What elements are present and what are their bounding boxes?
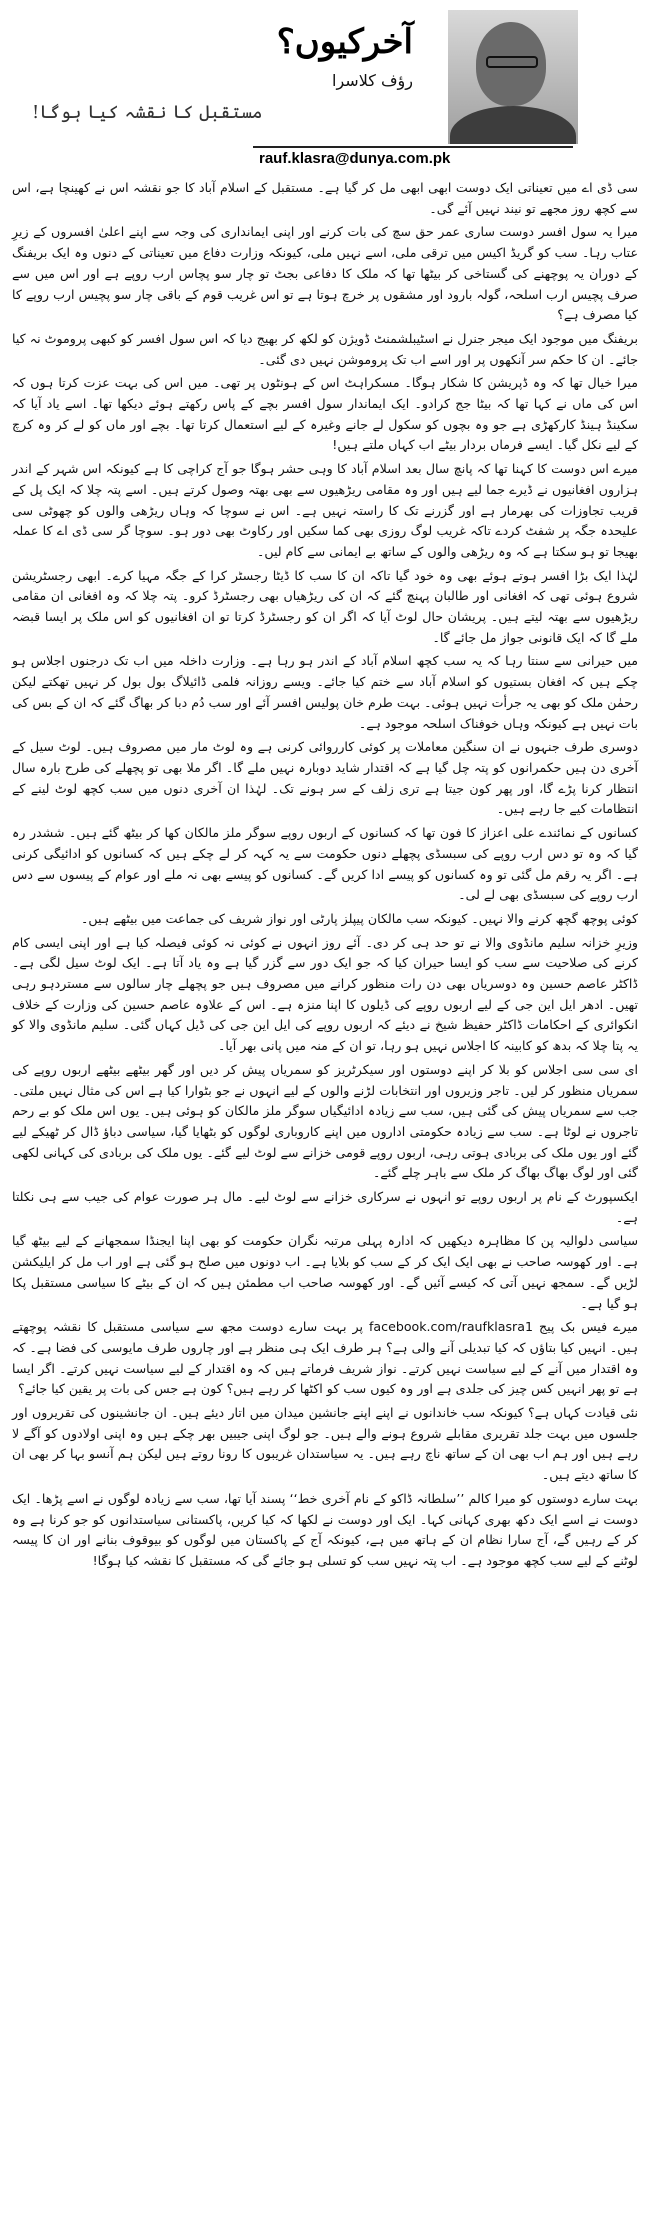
article-paragraph: سی ڈی اے میں تعیناتی ایک دوست ابھی ابھی مل کر گیا ہے۔ مستقبل کے اسلام آباد کا جو نقشہ اس نے کھینچا ہے، اس سے کچھ روز مجھے تو نیند نہیں آئے گی۔ xyxy=(12,180,638,216)
article-paragraph: کوئی پوچھ گچھ کرنے والا نہیں۔ کیونکہ سب مالکان پیپلز پارٹی اور نواز شریف کی جماعت میں بیٹھے ہیں۔ xyxy=(81,910,638,926)
article-paragraph: میرا خیال تھا کہ وہ ڈپریشن کا شکار ہوگا۔ مسکراہٹ اس کے ہونٹوں پر تھی۔ میں اس کی بہت عزت کرتا ہوں کہ اس کی ماں نے کہا تھا کہ بیٹا جج کرادو۔ ایک ایماندار سول افسر بچے کے پاس رکھتے ہوئے دیکھا تھا۔ اسے یاد آیا کہ سکینڈ ہینڈ کارکھڑی ہے جو وہ بچوں کو سکول لے جانے وغیرہ کے لیے استعمال کرتا تھا۔ بچے اور ماں کو لے کر وہ کرچ کے لیے نکل گیا۔ ایسے فرماں بردار بیٹے اب کہاں ملتے ہیں! xyxy=(12,375,638,453)
headline: مستقبل کا نقشہ کیا ہوگا! xyxy=(32,102,263,123)
article-paragraph: میں حیرانی سے سنتا رہا کہ یہ سب کچھ اسلام آباد کے اندر ہو رہا ہے۔ وزارت داخلہ میں اب تک درجنوں اجلاس ہو چکے ہیں کہ افغان بستیوں کو اسلام آباد سے ختم کیا جائے۔ ویسے روزانہ فلمی ڈائیلاگ بول بول کر نہیں تھکتے لیکن رحمٰن ملک کو بھی یہ جرأت نہیں ہوئی۔ بہت طرم خان پولیس افسر آئے اور سب دُم دبا کر بھاگ گئے کہ ان کے بس کی بات نہیں ہے کیونکہ وہاں خوفناک اسلحہ موجود ہے۔ xyxy=(12,653,638,731)
article-paragraph: وزیرِ خزانہ سلیم مانڈوی والا نے تو حد ہی کر دی۔ آئے روز انہوں نے کوئی نہ کوئی فیصلہ کیا ہے اور اپنی ایسی کام کرنے کی صلاحیت سے سب کو ایسا حیران کیا کہ جو ایک دور سے گزر گیا ہے وہ یاد آتا ہے۔ ایک لوٹ سیل لگی ہے۔ ڈاکٹر عاصم حسین وہ دوسریاں بھی دن رات منظور کرانے میں مصروف ہیں جو پچھلے چار سالوں سے مستردہو رہی تھیں۔ ادھر ایل این جی کے لیے اربوں روپے کی ڈیلوں کا اپنا منزہ ہے۔ اس کے علاوہ عاصم حسین کی وزارت کے خلاف انکوائری کے احکامات ڈاکٹر حفیظ شیخ نے دیئے کہ اربوں روپے کی ایل این جی کی ڈیل کہاں گئی۔ سلیم مانڈوی والا کو یہ پتا چلا کہ بدھ کو کابینہ کا اجلاس نہیں ہو رہا، تو ان کے منہ میں پانی بھر آیا۔ xyxy=(12,934,638,1054)
author-photo-shoulders xyxy=(450,106,576,144)
article-paragraph: ای سی سی اجلاس کو بلا کر اپنے دوستوں اور سیکرٹریز کو سمریاں پیش کر دیں اور گھر بیٹھے بیٹھے اربوں روپے کی سمریاں منظور کر لیں۔ تاجر وزیروں اور انتخابات لڑنے والوں کے لیے انہوں نے جو بٹوارا کیا ہے اس کی مثال نہیں ملتی۔ جب سے سمریاں پیش کی گئی ہیں، سب سے زیادہ ادائیگیاں سوگر ملز مالکان کو ہوئی ہیں۔ یوں اس ملک کو بے رحم تاجروں نے لوٹا ہے۔ سب سے زیادہ حکومتی اداروں میں اپنے کاروباری لوگوں کو بٹھایا گیا، سیاسی دباؤ ڈال کر ٹھیکے لیے گئے اور یوں ملک کی بربادی ہوتی رہی، اربوں روپے قومی خزانے سے لوٹ لیے گئے۔ یوں ملک کی بربادی کی کہانی لکھی گئی اور لوگ بھاگ بھاگ کر ملک سے باہر چلے گئے۔ xyxy=(12,1061,638,1181)
author-photo-glasses xyxy=(486,56,538,68)
article-paragraph: میرے اس دوست کا کہنا تھا کہ پانچ سال بعد اسلام آباد کا وہی حشر ہوگا جو آج کراچی کا ہے کیونکہ اس شہر کے اندر ہزاروں افغانیوں نے ڈیرے جما لیے ہیں اور وہ مقامی ریڑھیوں سے بھی بھتہ وصول کرتے ہیں۔ اسے پتہ چلا کہ ایک پل کے قریب تجاوزات کی بھرمار ہے اور گزرنے تک کا راستہ نہیں ہے۔ اس نے سوچا کہ وہاں ریڑھی والوں کو چھوٹی سی علیحدہ جگہ پر شفٹ کردے تاکہ غریب لوگ روزی بھی کما سکیں اور رکاوٹ بھی دور ہو۔ سوچا گر سی ڈی اے کا عملہ بھیجا تو ہو سکتا ہے کہ وہ ریڑھی والوں کے ساتھ بے ایمانی سے کام لیں۔ xyxy=(12,461,638,559)
author-email: rauf.klasra@dunya.com.pk xyxy=(259,150,451,167)
article-paragraph: بہت سارے دوستوں کو میرا کالم ’’سلطانہ ڈاکو کے نام آخری خط‘‘ پسند آیا تھا، سب سے زیادہ لوگوں نے اسے پڑھا۔ ایک دوست نے اسے ایک دکھ بھری کہانی کہا۔ ایک اور دوست نے لکھا کہ کیا کریں، پاکستانی سیاستدانوں کو جو کرنا ہے وہ کر کے رہیں گے، آج سارا نظام ان کے ہاتھ میں ہے، کیونکہ آج کے پاکستان میں لوگوں کو بیوقوف بنانے اور ان کا پیسہ لوٹنے کے لیے سب کچھ موجود ہے۔ اب پتہ نہیں سب کو تسلی ہو جائے گی کہ مستقبل کا نقشہ کیا ہوگا! xyxy=(12,1490,638,1568)
article-paragraph: کسانوں کے نمائندے علی اعزاز کا فون تھا کہ کسانوں کے اربوں روپے سوگر ملز مالکان کھا کر بیٹھ گئے ہیں۔ ششدر رہ گیا کہ وہ تو دس ارب روپے کی سبسڈی پچھلے دنوں حکومت سے یہ کہہ کر لے چکے ہیں کہ کسانوں کو ادائیگی کرنی ہے۔ اگر یہ رقم مل گئی تو وہ کسانوں کو پیسے ادا کریں گے۔ کسانوں کو پیسے بھی نہ ملے اور عوام کے پیسوں سے دس ارب روپے کی سبسڈی بھی لے لی۔ xyxy=(12,825,638,903)
article-paragraph: بریفنگ میں موجود ایک میجر جنرل نے اسٹیبلشمنٹ ڈویژن کو لکھ کر بھیج دیا کہ اس سول افسر کو کبھی پروموٹ نہ کیا جائے۔ ان کا حکم سر آنکھوں پر اور اسے اب تک پروموشن نہیں دی گئی۔ xyxy=(12,330,638,367)
article-paragraph: میرے فیس بک پیج facebook.com/raufklasra1 پر بہت سارے دوست مجھ سے سیاسی مستقبل کا نقشہ پوچھتے ہیں۔ انہیں کیا بتاؤں کہ کیا تبدیلی آنے والی ہے؟ ہر طرف ایک ہی منظر ہے اور چاروں طرف مایوسی کی فضا ہے۔ کہ وہ اقتدار میں آنے کے لیے سیاست نہیں کرتے۔ نواز شریف فرماتے ہیں کہ وہ اقتدار کے لیے سیاست نہیں کرتے۔ اگر ایسا ہے تو پھر انہیں کس چیز کی جلدی ہے اور وہ کیوں سب کو اکٹھا کر رہے ہیں؟ کون ہے جس کی بات پر یقین کیا جائے؟ xyxy=(12,1319,638,1397)
author-photo xyxy=(448,10,578,144)
article-paragraph: ایکسپورٹ کے نام پر اربوں روپے تو انہوں نے سرکاری خزانے سے لوٹ لیے۔ مال ہر صورت عوام کی جیب سے ہی نکلتا ہے۔ xyxy=(12,1189,638,1225)
article-paragraph: میرا یہ سول افسر دوست ساری عمر حق سچ کی بات کرنے اور اپنی ایمانداری کی وجہ سے اپنے اعلیٰ افسروں کے زیرِ عتاب رہا۔ سب کو گریڈ اکیس میں ترقی ملی، اسے نہیں ملی، کیونکہ وزارت دفاع میں تعیناتی کے دنوں وہ ایک بریفنگ کے دوران یہ پوچھنے کی گستاخی کر بیٹھا تھا کہ ملک کا دفاعی بجٹ تو چار سو پچاس ارب روپے ہے اور اس میں سے صرف پچیس ارب اسلحہ، گولہ بارود اور مشقوں پر خرچ ہوتا ہے تو اس غریب قوم کے باقی چار سو پچیس ارب روپے کا کیا مصرف ہے؟ xyxy=(12,224,638,323)
column-name: آخرکیوں؟ xyxy=(276,22,413,62)
column-header xyxy=(8,6,642,178)
article-paragraph: دوسری طرف جنہوں نے ان سنگین معاملات پر کوئی کارروائی کرنی ہے وہ لوٹ مار میں مصروف ہیں۔ لوٹ سیل کے آخری دن ہیں حکمرانوں کو پتہ چل گیا ہے کہ اقتدار شاید دوبارہ نہیں ملے گا۔ اگر ملا بھی تو پچھلے کی طرح بارہ سال انتظار کرنا پڑے گا، اور پھر کون جیتا ہے تری زلف کے سر ہونے تک۔ لہٰذا ان آخری دنوں میں سب کچھ لوٹ لینے کے انتظامات کیے جا رہے ہیں۔ xyxy=(12,739,638,817)
author-name: رؤف کلاسرا xyxy=(332,71,413,91)
author-email-bar xyxy=(253,146,573,170)
article-paragraph: لہٰذا ایک بڑا افسر ہوتے ہوئے بھی وہ خود گیا تاکہ ان کا سب کا ڈیٹا رجسٹر کرا کے جگہ مہیا کرے۔ ابھی رجسٹریشن شروع ہوئی تھی کہ افغانی اور طالبان پہنچ گئے کہ ان کی ریڑھیاں بھی رجسٹرڈ کرو۔ پتہ چلا کہ وہ افغانی ان مقامی ریڑھیوں سے بھتہ لیتے ہیں۔ پریشان حال لوٹ آیا کہ اگر ان کو رجسٹرڈ کرتا تو ان افغانیوں کو اس ملک پر ایسا قبضہ ملے گا کہ ایک قانونی جواز مل جائے گا۔ xyxy=(12,567,638,645)
article-paragraph: نئی قیادت کہاں ہے؟ کیونکہ سب خاندانوں نے اپنے اپنے جانشین میدان میں اتار دیئے ہیں۔ ان جانشینوں کی تقریروں اور جلسوں میں بہت جلد تقریری مقابلے شروع ہونے والے ہیں۔ جو لوگ اپنی جیبیں بھر چکے ہیں وہ اپنی اولادوں کو آگے لا رہے ہیں اور ہم اب بھی ان کے ساتھ ناچ رہے ہیں۔ یہ سیاستدان غریبوں کا رونا روتے ہیں لیکن ہم آنسو بہا کر بھی ان کا ساتھ دیتے ہیں۔ xyxy=(12,1405,638,1483)
column-brand xyxy=(253,24,413,90)
article-body xyxy=(8,178,642,1572)
article-paragraph: سیاسی دلوالیہ پن کا مظاہرہ دیکھیں کہ ادارہ پہلی مرتبہ نگران حکومت کو بھی اپنا ایجنڈا سمجھانے کے لیے بیٹھ گیا ہے۔ اور کھوسہ صاحب نے بھی ایک ایک کر کے سب کو بلایا ہے۔ اب دونوں میں صلح ہو گئی ہے اور اب مل کر ایلیکشن لڑیں گے۔ سمجھ نہیں آتی کہ کیسے آئیں گے۔ اور کھوسہ صاحب اب مطمئن ہیں کہ ان کے بیٹے کا سیاسی مستقبل پکا ہو گیا ہے۔ xyxy=(12,1233,638,1311)
